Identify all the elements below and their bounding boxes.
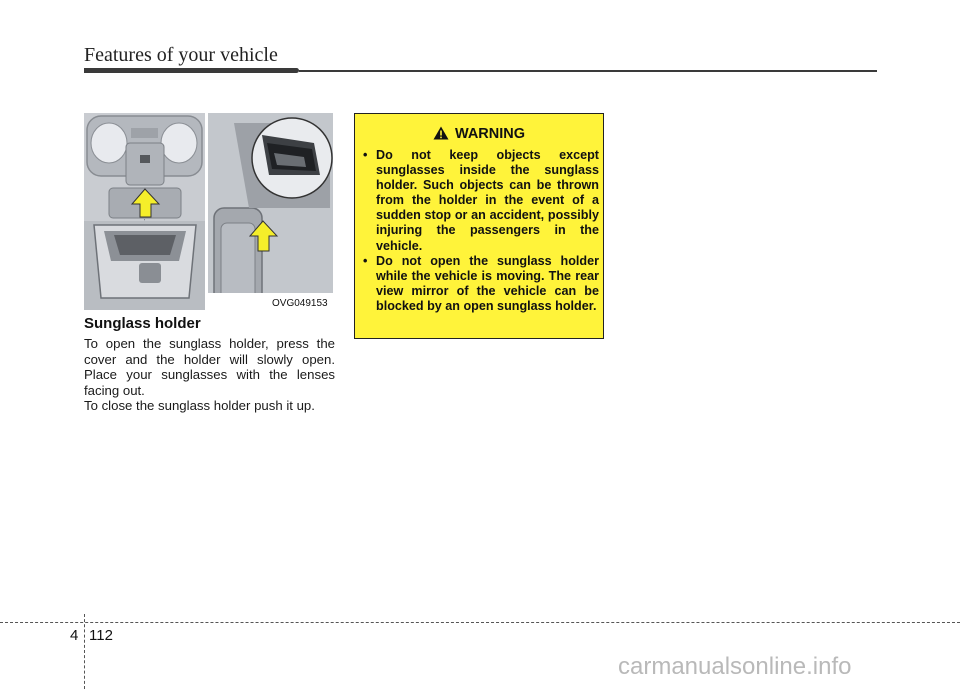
body-paragraph: To open the sunglass holder, press the cover and the holder will slowly open. Place your sunglasses with the lenses facing out. <box>84 336 335 398</box>
warning-item-text: Do not keep objects except sunglasses inside the sunglass holder. Such objects can be thrown from the holder in the event of a sudden stop or an accident, possibly injuring the passengers in the vehicle. <box>376 148 599 253</box>
warning-item <box>363 148 599 254</box>
warning-title <box>355 126 603 142</box>
warning-item <box>363 254 599 314</box>
section-heading: Sunglass holder <box>84 315 201 332</box>
page-number: 112 <box>89 627 113 644</box>
page-header-title: Features of your vehicle <box>84 44 278 66</box>
body-paragraph: To close the sunglass holder push it up. <box>84 398 315 413</box>
warning-box <box>354 113 604 339</box>
warning-item-text: Do not open the sunglass holder while the vehicle is moving. The rear view mirror of the vehicle can be blocked by an open sunglass holder. <box>376 253 599 313</box>
warning-triangle-icon <box>433 126 449 140</box>
header-rule <box>299 70 877 72</box>
bullet-icon: • <box>363 253 368 268</box>
bullet-icon: • <box>363 148 368 162</box>
footer-divider <box>84 614 85 689</box>
warning-title-text: WARNING <box>454 126 526 142</box>
warning-list <box>363 148 599 314</box>
footer-rule <box>0 622 960 623</box>
chapter-number: 4 <box>70 627 79 644</box>
sunglass-holder-illustration <box>84 113 333 310</box>
watermark: carmanualsonline.info <box>618 653 852 680</box>
figure-code: OVG049153 <box>272 298 328 309</box>
header-bar <box>84 68 299 73</box>
